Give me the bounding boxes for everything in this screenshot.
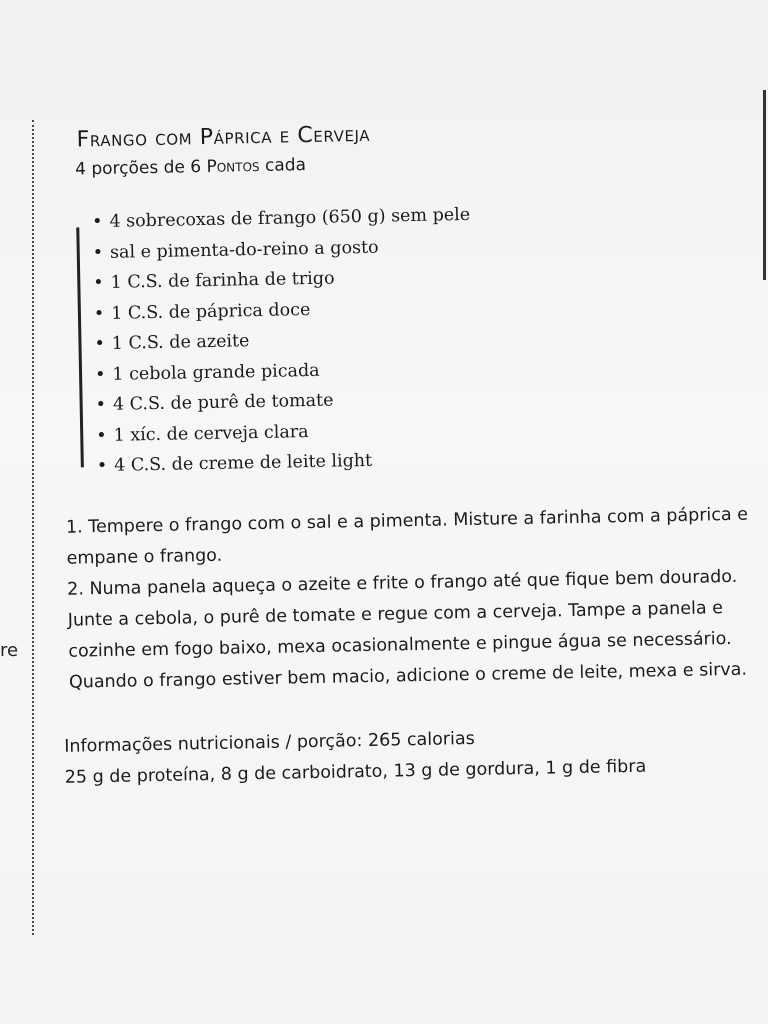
ingredient-item: • 1 C.S. de farinha de trigo	[93, 261, 472, 299]
nutrition-macros: 25 g de proteína, 8 g de carboidrato, 13 g de gordura, 1 g de fibra	[64, 756, 647, 788]
preparation-steps	[66, 499, 768, 698]
subtitle-prefix: 4 porções de 6	[74, 157, 202, 180]
step-1: 1. Tempere o frango com o sal e a pimenta. Misture a farinha com a páprica e empane o frango.	[65, 504, 749, 569]
ingredient-item: • 1 cebola grande picada	[95, 352, 474, 390]
recipe-title: Frango com Páprica e Cerveja	[76, 121, 371, 153]
subtitle-points: Pontos	[206, 155, 260, 177]
ingredient-item: • 1 xíc. de cerveja clara	[96, 413, 475, 451]
ingredient-item: • 1 C.S. de azeite	[94, 322, 473, 360]
nutrition-calories: Informações nutricionais / porção: 265 calorias	[64, 728, 475, 757]
book-page-edge	[753, 90, 766, 280]
dotted-margin-line	[32, 120, 34, 935]
ingredient-item: • 1 C.S. de páprica doce	[94, 291, 473, 329]
ingredient-item: • sal e pimenta-do-reino a gosto	[92, 230, 471, 268]
ingredient-item: • 4 C.S. de purê de tomate	[95, 383, 474, 421]
ingredient-item: • 4 sobrecoxas de frango (650 g) sem pele	[92, 200, 471, 238]
subtitle-suffix: cada	[264, 155, 307, 176]
margin-text-fragment: re	[0, 640, 19, 661]
ingredient-list	[92, 200, 475, 482]
step-2: 2. Numa panela aqueça o azeite e frite o frango até que fique bem dourado. Junte a cebola, o purê de tomate e regue com a cerveja. Tampe a panela e cozinhe em fogo baixo, mexa ocasionalmente e pingue água se necessário. Quando o frango estiver bem macio, adicione o creme de leite, mexa e sirva.	[67, 566, 748, 693]
ingredient-item: • 4 C.S. de creme de leite light	[97, 444, 476, 482]
